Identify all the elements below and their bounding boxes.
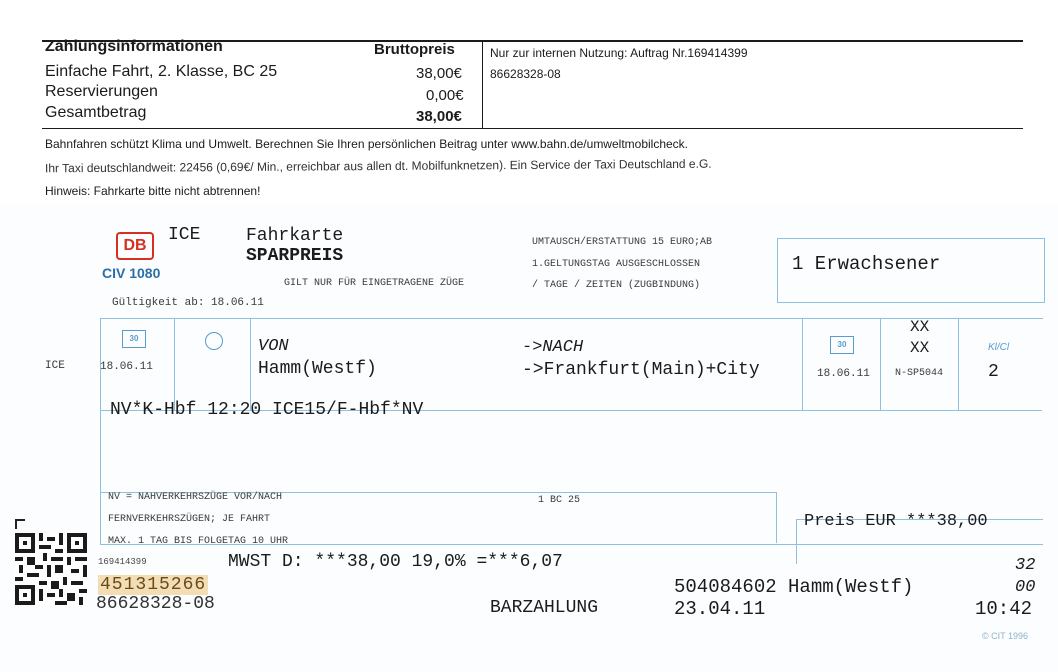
ticket-code: N-SP5044 xyxy=(895,368,944,379)
issue-time: 10:42 xyxy=(975,598,1033,620)
grid-line xyxy=(802,318,803,410)
route: NV*K-Hbf 12:20 ICE15/F-Hbf*NV xyxy=(110,400,424,420)
total-value: 38,00€ xyxy=(416,108,462,125)
xx-mark: XX xyxy=(910,318,930,336)
to-station: ->Frankfurt(Main)+City xyxy=(522,360,760,380)
copyright: © CIT 1996 xyxy=(982,631,1028,641)
passenger-count: 1 Erwachsener xyxy=(792,253,941,275)
xx-mark: XX xyxy=(910,339,930,357)
date-to: 18.06.11 xyxy=(817,368,870,380)
grid-line xyxy=(776,492,777,543)
payment-row-value: 0,00€ xyxy=(426,87,464,104)
number-32: 32 xyxy=(1015,556,1036,575)
payment-row-label: Reservierungen xyxy=(45,83,158,100)
civ-code: CIV 1080 xyxy=(102,265,161,281)
number-00: 00 xyxy=(1015,578,1036,597)
internal-use-text: Nur zur internen Nutzung: Auftrag Nr.169414399 xyxy=(490,46,748,60)
internal-code: 86628328-08 xyxy=(490,67,561,81)
from-station: Hamm(Westf) xyxy=(258,359,377,379)
bahncard: 1 BC 25 xyxy=(538,495,581,506)
condition-line: NV = NAHVERKEHRSZÜGE VOR/NACH xyxy=(108,492,283,503)
fare-note: GILT NUR FÜR EINGETRAGENE ZÜGE xyxy=(284,278,465,289)
price-header: Bruttopreis xyxy=(374,41,455,58)
serial-number: 451315266 xyxy=(100,575,207,595)
bottom-rule xyxy=(42,128,1023,129)
grid-line xyxy=(174,318,175,410)
train-type: ICE xyxy=(168,225,201,245)
class-value: 2 xyxy=(988,362,999,382)
hint-note: Hinweis: Fahrkarte bitte nicht abtrennen! xyxy=(45,184,261,198)
grid-line xyxy=(958,318,959,410)
payment-row-label: Gesamtbetrag xyxy=(45,104,147,121)
grid-line xyxy=(880,318,881,410)
payment-method: BARZAHLUNG xyxy=(490,598,599,618)
issue-date: 23.04.11 xyxy=(674,598,766,620)
side-label: ICE xyxy=(45,360,65,372)
condition-line: MAX. 1 TAG BIS FOLGETAG 10 UHR xyxy=(108,536,289,547)
date-from: 18.06.11 xyxy=(100,361,153,373)
clock-icon xyxy=(205,332,223,350)
vat-line: MWST D: ***38,00 19,0% =***6,07 xyxy=(228,552,563,572)
validity: Gültigkeit ab: 18.06.11 xyxy=(112,297,264,309)
to-label: ->NACH xyxy=(522,338,584,357)
fare-type: SPARPREIS xyxy=(246,246,344,266)
class-label: Kl/Cl xyxy=(988,342,1010,353)
payment-row-label: Einfache Fahrt, 2. Klasse, BC 25 xyxy=(45,63,278,80)
calendar-icon: 30 xyxy=(122,330,146,348)
refund-line: 1.GELTUNGSTAG AUSGESCHLOSSEN xyxy=(532,259,701,270)
order-number-small: 169414399 xyxy=(98,557,147,567)
climate-note: Bahnfahren schützt Klima und Umwelt. Berechnen Sie Ihren persönlichen Beitrag unter www.bahn.de/umweltmobilcheck. xyxy=(45,137,689,151)
db-logo: DB xyxy=(116,232,154,260)
refund-line: UMTAUSCH/ERSTATTUNG 15 EURO;AB xyxy=(532,237,713,248)
ticket-title: Fahrkarte xyxy=(246,226,344,246)
calendar-icon: 30 xyxy=(830,336,854,354)
price-label: Preis EUR ***38,00 xyxy=(804,512,988,531)
station-line: 504084602 Hamm(Westf) xyxy=(674,576,914,598)
payment-row-value: 38,00€ xyxy=(416,65,462,82)
condition-line: FERNVERKEHRSZÜGEN; JE FAHRT xyxy=(108,514,271,525)
grid-line xyxy=(250,318,251,410)
qr-corner xyxy=(15,519,25,529)
column-divider xyxy=(482,40,483,128)
refund-line: / TAGE / ZEITEN (ZUGBINDUNG) xyxy=(532,280,701,291)
from-label: VON xyxy=(258,337,289,356)
payment-heading: Zahlungsinformationen xyxy=(45,38,223,55)
qr-code xyxy=(15,533,87,605)
taxi-note: Ihr Taxi deutschlandweit: 22456 (0,69€/ Min., erreichbar aus allen dt. Mobilfunknetzen). Ein Service der Taxi Deutschland e.G. xyxy=(44,156,712,176)
order-code: 86628328-08 xyxy=(96,594,215,614)
